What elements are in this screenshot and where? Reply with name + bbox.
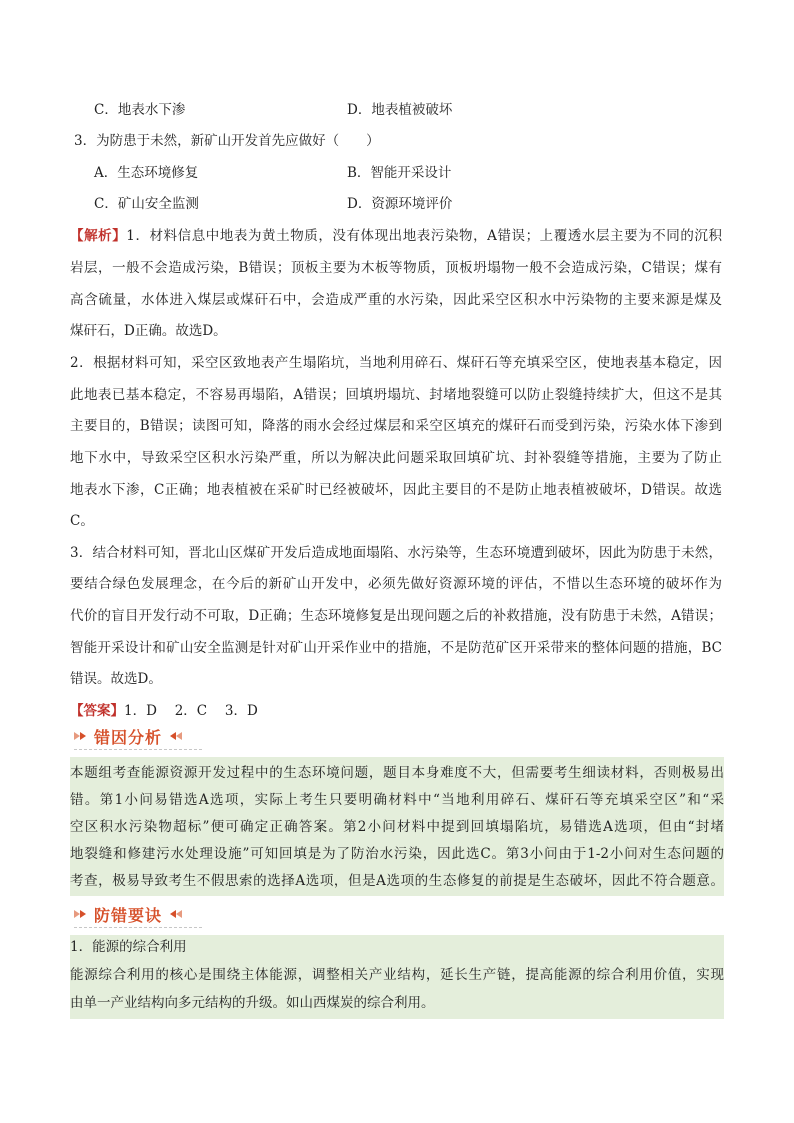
analysis-p1-line-2: 岩层，一般不会造成污染，B错误；顶板主要为木板等物质，顶板坍塌物一般不会造成污染，C错误；煤有 bbox=[70, 260, 722, 276]
error-analysis-divider bbox=[74, 749, 202, 750]
analysis-p3-line-3: 代价的盲目开发行动不可取，D正确；生态环境修复是出现问题之后的补救措施，没有防患于未然，A错误； bbox=[70, 608, 722, 624]
analysis-label: 【解析】 bbox=[70, 228, 127, 244]
option-a-q3: A．生态环境修复 bbox=[94, 165, 199, 181]
analysis-p2-line-4: 地下水中，导致采空区积水污染严重，所以为解决此问题采取回填矿坑、封补裂缝等措施，主要为了防止 bbox=[70, 450, 722, 466]
analysis-p1-line-1: 【解析】1．材料信息中地表为黄土物质，没有体现出地表污染物，A错误；上覆透水层主要为不同的沉积 bbox=[70, 228, 723, 244]
error-analysis-line-5: 考查，极易导致考生不假思索的选择A选项，但是A选项的生态修复的前提是生态破坏，因此不符合题意。 bbox=[70, 873, 724, 889]
error-analysis-heading bbox=[74, 724, 182, 748]
analysis-p3-line-2: 要结合绿色发展理念，在今后的新矿山开发中，必须先做好资源环境的评估，不惜以生态环境的破坏作为 bbox=[70, 576, 722, 592]
answer-line bbox=[70, 701, 722, 721]
prevention-divider bbox=[74, 927, 202, 928]
prevention-line-1: 能源综合利用的核心是围绕主体能源，调整相关产业结构，延长生产链，提高能源的综合利用价值，实现 bbox=[70, 967, 724, 983]
prevention-title: 防错要诀 bbox=[94, 905, 163, 925]
option-c-q2: C．地表水下渗 bbox=[94, 102, 186, 118]
question-3-stem: 3．为防患于未然，新矿山开发首先应做好（ ） bbox=[74, 133, 380, 149]
prevention-box bbox=[70, 935, 724, 1019]
analysis-p3-line-4: 智能开采设计和矿山安全监测是针对矿山开采作业中的措施，不是防范矿区开采带来的整体问题的措施，BC bbox=[70, 640, 722, 656]
analysis-p2-line-1: 2．根据材料可知，采空区致地表产生塌陷坑，当地利用碎石、煤矸石等充填采空区，使地表基本稳定，因 bbox=[70, 355, 722, 371]
error-analysis-line-4: 地裂缝和修建污水处理设施”可知回填是为了防治水污染，因此选C。第3小问由于1-2小问对生态问题的 bbox=[70, 846, 724, 862]
double-arrow-left-icon bbox=[170, 732, 182, 740]
answer-label: 【答案】 bbox=[70, 703, 124, 719]
option-d-q3: D．资源环境评价 bbox=[347, 196, 453, 212]
analysis-p2-line-2: 此地表已基本稳定，不容易再塌陷，A错误；回填坍塌坑、封堵地裂缝可以防止裂缝持续扩大，但这不是其 bbox=[70, 387, 722, 403]
analysis-p3-line-5: 错误。故选D。 bbox=[70, 671, 162, 687]
prevention-subtitle: 1．能源的综合利用 bbox=[70, 939, 187, 955]
answer-text: 1．D 2．C 3．D bbox=[124, 703, 258, 719]
analysis-p2-line-5: 地表水下渗，C正确；地表植被在采矿时已经被破坏，因此主要目的不是防止地表植被破坏，D错误。故选 bbox=[70, 482, 722, 498]
prevention-heading bbox=[74, 902, 182, 926]
analysis-p1-line-3: 高含硫量，水体进入煤层或煤矸石中，会造成严重的水污染，因此采空区积水中污染物的主要来源是煤及 bbox=[70, 292, 722, 308]
error-analysis-line-3: 空区积水污染物超标”便可确定正确答案。第2小问材料中提到回填塌陷坑，易错选A选项，但由“封堵 bbox=[70, 819, 724, 835]
error-analysis-title: 错因分析 bbox=[94, 727, 163, 747]
analysis-p2-line-6: C。 bbox=[70, 513, 94, 529]
option-b-q3: B．智能开采设计 bbox=[347, 165, 452, 181]
option-d-q2: D．地表植被破坏 bbox=[347, 102, 453, 118]
double-arrow-right-icon bbox=[74, 732, 86, 740]
double-arrow-left-icon bbox=[170, 910, 182, 918]
option-c-q3: C．矿山安全监测 bbox=[94, 196, 199, 212]
analysis-p2-line-3: 主要目的，B错误；读图可知，降落的雨水会经过煤层和采空区填充的煤矸石而受到污染，污染水体下渗到 bbox=[70, 418, 722, 434]
error-analysis-line-1: 本题组考查能源资源开发过程中的生态环境问题，题目本身难度不大，但需要考生细读材料，否则极易出 bbox=[70, 765, 724, 781]
prevention-line-2: 由单一产业结构向多元结构的升级。如山西煤炭的综合利用。 bbox=[70, 995, 435, 1011]
analysis-p1-line-4: 煤矸石，D正确。故选D。 bbox=[70, 323, 227, 339]
analysis-p3-line-1: 3．结合材料可知，晋北山区煤矿开发后造成地面塌陷、水污染等，生态环境遭到破坏，因此为防患于未然， bbox=[70, 545, 722, 561]
error-analysis-box bbox=[70, 757, 724, 896]
error-analysis-line-2: 错。第1小问易错选A选项，实际上考生只要明确材料中“当地利用碎石、煤矸石等充填采空区”和“采 bbox=[70, 792, 724, 808]
double-arrow-right-icon bbox=[74, 910, 86, 918]
